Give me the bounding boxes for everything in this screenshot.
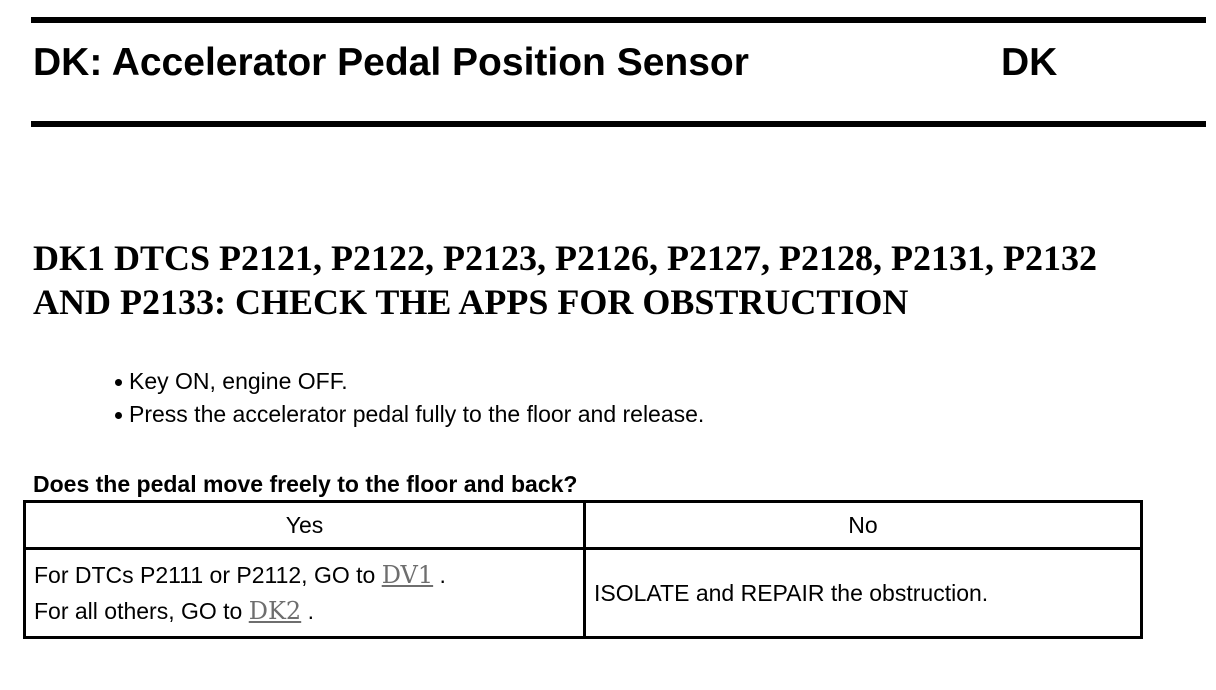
table-header-row — [25, 502, 1142, 549]
section-code: DK — [1001, 41, 1058, 84]
instruction-list — [115, 365, 704, 431]
instruction-text: Key ON, engine OFF. — [129, 368, 348, 394]
table-row — [25, 549, 1142, 638]
bullet-icon — [115, 379, 122, 386]
yes-column-header: Yes — [25, 502, 585, 549]
top-rule — [31, 17, 1206, 23]
bullet-icon — [115, 412, 122, 419]
step-heading-line-2: AND P2133: CHECK THE APPS FOR OBSTRUCTION — [33, 282, 909, 322]
instruction-item — [115, 398, 704, 431]
dv1-link[interactable]: DV1 — [381, 561, 434, 589]
yes-line-2 — [34, 593, 575, 629]
yes-line-2-text: For all others, GO to — [34, 598, 249, 624]
dk2-link[interactable]: DK2 — [248, 597, 302, 625]
yes-line-2-suffix: . — [301, 598, 314, 624]
bottom-rule — [31, 121, 1206, 127]
yes-line-1-text: For DTCs P2111 or P2112, GO to — [34, 562, 382, 588]
step-heading — [33, 236, 1208, 324]
step-heading-line-1: DK1 DTCS P2121, P2122, P2123, P2126, P2127, P2128, P2131, P2132 — [33, 238, 1097, 278]
diagnostic-question: Does the pedal move freely to the floor and back? — [33, 471, 578, 497]
yes-line-1-suffix: . — [433, 562, 446, 588]
instruction-item — [115, 365, 704, 398]
no-cell: ISOLATE and REPAIR the obstruction. — [585, 549, 1142, 638]
yes-cell — [25, 549, 585, 638]
section-title: DK: Accelerator Pedal Position Sensor — [33, 41, 749, 84]
instruction-text: Press the accelerator pedal fully to the floor and release. — [129, 401, 705, 427]
yes-line-1 — [34, 557, 575, 593]
no-column-header: No — [585, 502, 1142, 549]
result-table — [23, 500, 1143, 639]
